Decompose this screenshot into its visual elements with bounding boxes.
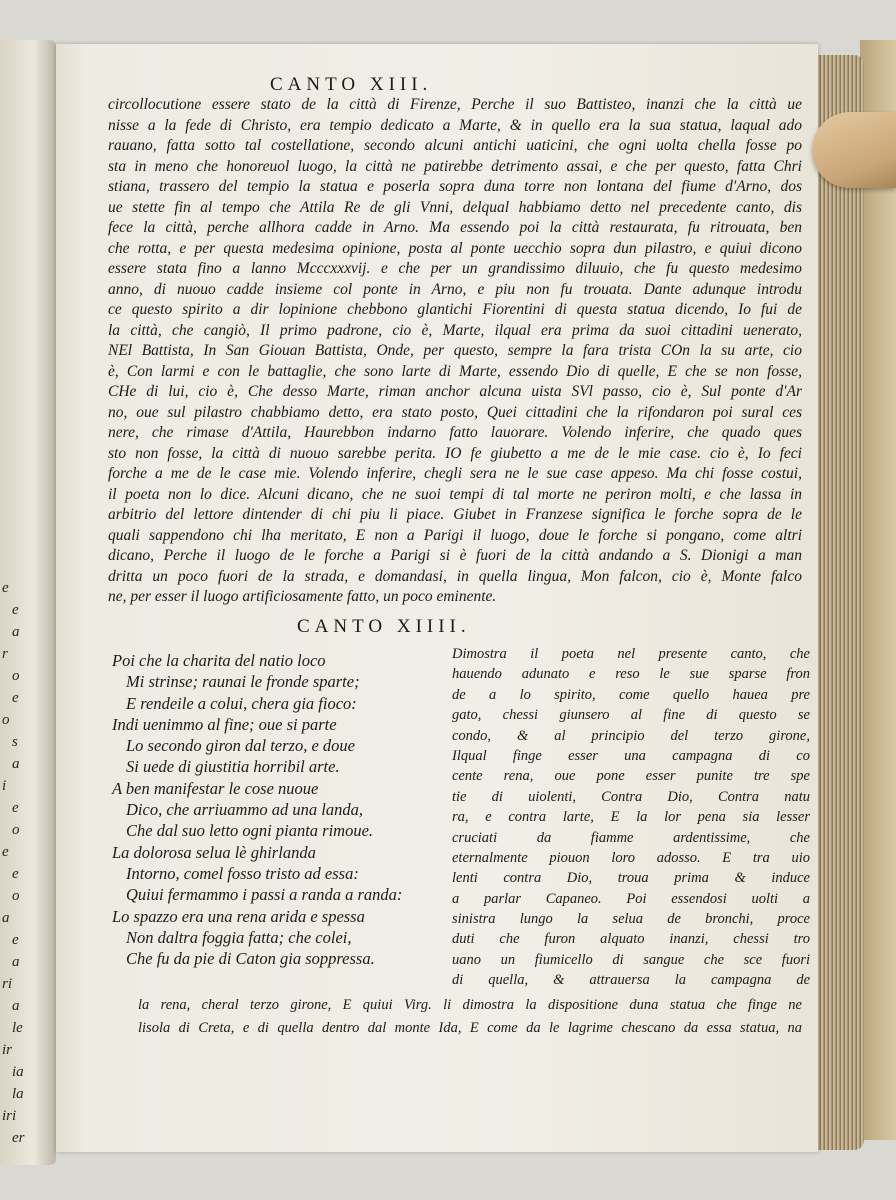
text-line: Mi strinse; raunai le fronde sparte; (126, 672, 360, 692)
left-page-text-fragment: ir (2, 1042, 13, 1058)
text-line: tie di uiolenti, Contra Dio, Contra natu (452, 788, 810, 805)
text-line: Lo spazzo era una rena arida e spessa (112, 906, 365, 926)
left-page-text-fragment: o (12, 668, 20, 684)
left-page-text-fragment: r (2, 646, 8, 662)
text-line: no, oue sul pilastro chabbiamo detto, era stato posto, Quei cittadini che la rifondaron poi sural ces (108, 403, 802, 421)
left-page-text-fragment: a (12, 954, 20, 970)
text-line: sta in meno che honoreuol luogo, la città ne patirebbe detrimento assai, e che per questo, fatta Chri (108, 157, 802, 175)
left-page-text-fragment: a (12, 624, 20, 640)
text-line: Si uede di giustitia horribil arte. (126, 757, 340, 777)
text-line: ue stette fin al tempo che Attila Re de gli Vnni, delqual habbiamo detto nel precedente canto, dis (108, 198, 802, 216)
text-line: forche a me de le case mie. Volendo inferire, chegli sera ne le sue case appeso. Ma chi fosse costui, (108, 465, 802, 482)
text-line: E rendeile a colui, chera gia fioco: (126, 693, 357, 713)
left-page-text-fragment: e (12, 690, 19, 706)
text-line: Quiui fermammo i passi a randa a randa: (126, 885, 403, 905)
text-line: lenti contra Dio, troua prima & induce (452, 870, 810, 887)
text-line: NEl Battista, In San Giouan Battista, Onde, per questo, sempre la fara trista COn la su arte, cio (108, 342, 802, 359)
wooden-book-support (812, 112, 896, 188)
text-line: Dimostra il poeta nel presente canto, che (452, 646, 810, 662)
text-line: Non daltra foggia fatta; che colei, (126, 927, 352, 947)
left-page-text-fragment: e (2, 844, 9, 860)
text-line: A ben manifestar le cose nuoue (112, 778, 319, 798)
text-line: sto non fosse, la città di nuouo sarebbe perita. IO fe giubetto a me de le mie case. cio è, Io feci (108, 444, 802, 462)
text-line: la rena, cheral terzo girone, E quiui Virg. li dimostra la dispositione duna statua che finge ne (138, 997, 802, 1013)
text-line: condo, & al principio del terzo girone, (452, 727, 810, 744)
canto-14-commentary (452, 644, 810, 991)
text-line: eternalmente piouon loro adosso. E tra uio (452, 849, 810, 866)
left-page-text-fragment: iri (2, 1108, 17, 1124)
left-page-text-fragment: a (12, 998, 20, 1014)
text-line: è, Con larmi e con le battaglie, che sono larte di Marte, essendo Dio di quelle, E che se non fosse, (108, 362, 802, 380)
text-line: sinistra lungo la selua de bronchi, proce (452, 911, 810, 928)
text-line: Poi che la charita del natio loco (112, 651, 326, 670)
text-line: CHe di lui, cio è, Che desso Marte, riman anchor alcuna uista SVl passo, cio è, Sul ponte d'Ar (108, 383, 802, 400)
text-line: circollocutione essere stato de la città di Firenze, Perche il suo Battisteo, inanzi che la città ue (108, 96, 802, 113)
text-line: Ilqual finge esser una campagna di co (452, 747, 810, 764)
left-page-text-fragment: a (12, 756, 20, 772)
text-line: Che dal suo letto ogni pianta rimoue. (126, 821, 374, 841)
text-line: Che fu da pie di Caton gia soppressa. (126, 949, 375, 969)
text-line: fece la città, perche allhora cadde in Arno. Ma essendo poi la città restaurata, fu ritrouata, ben (108, 219, 802, 236)
text-line: di quella, & attrauersa la campagna de (452, 972, 810, 989)
canto-13-heading: CANTO XIII. (270, 74, 433, 95)
left-page-text-fragment: o (12, 822, 20, 838)
page-stack-edges (812, 55, 864, 1150)
canto-14-verse (112, 650, 402, 969)
text-line: ne, per esser il luogo artificiosamente fatto, un poco eminente. (108, 588, 497, 605)
left-page-text-fragment: e (12, 800, 19, 816)
text-line: lisola di Creta, e di quella dentro dal monte Ida, E come da le lagrime chescano da essa statua, na (138, 1020, 802, 1036)
text-line: il poeta non lo dice. Alcuni dicano, che ne suoi tempi di tal morte ne periron molti, e che lassa in (108, 485, 802, 503)
text-line: de a lo spirito, come quello hauea pre (452, 686, 810, 703)
text-line: la città, che cangiò, Il primo padrone, cio è, Marte, ilqual era prima da suoi cittadini uenerato, (108, 321, 802, 339)
text-line: duti che furon alquato inanzi, chessi tro (452, 931, 810, 948)
text-line: stiana, trassero del tempio la statua e poserla sopra duna torre non lontana del fiume d'Arno, dos (108, 178, 802, 195)
background (860, 40, 896, 1140)
left-page-text-fragment: er (12, 1130, 25, 1146)
text-line: La dolorosa selua lè ghirlanda (112, 842, 316, 862)
text-line: hauendo adunato e reso le sue sparse fron (452, 666, 810, 683)
left-page-text-fragment: le (12, 1020, 23, 1036)
left-page-text-fragment: ia (12, 1064, 24, 1080)
text-line: Dico, che arriuammo ad una landa, (126, 800, 363, 820)
text-line: Indi uenimmo al fine; oue si parte (112, 714, 337, 734)
left-page-text-fragment: e (12, 602, 19, 618)
canto-14-heading: CANTO XIIII. (297, 616, 471, 637)
left-page-text-fragment: o (2, 712, 10, 728)
text-line: anno, di nuouo cadde insieme col ponte in Arno, e piu non fu trouata. Dante adunque introdu (108, 280, 802, 298)
text-line: dritta un poco fuori de la strada, e domandasi, in quella lingua, Mon falcon, cio è, Monte falco (108, 567, 802, 585)
text-line: che rotta, e per questa medesima opinione, posta al ponte uecchio sopra dun pilastro, e quiui dicono (108, 239, 802, 257)
text-line: dicano, Perche il luogo de le forche a Parigi si è fuori de la città andando a S. Dionigi a man (108, 547, 802, 564)
left-page-text-fragment: ri (2, 976, 13, 992)
text-line: arbitrio del lettore dintender di chi piu li piace. Giubet in Franzese significa le forche sopra de le (108, 506, 802, 523)
left-page-text-fragment: e (12, 866, 19, 882)
left-page-text-fragment: a (2, 910, 10, 926)
left-page-text-fragment: o (12, 888, 20, 904)
left-page-text-fragment: la (12, 1086, 24, 1102)
text-line: quali sappendono chi lha meritato, E non a Parigi il luogo, doue le forche si pongano, come altri (108, 526, 802, 544)
left-page-text-fragment: e (2, 580, 9, 596)
text-line: cruciati da fiamme ardentissime, che (452, 829, 810, 846)
text-line: nere, che rimase d'Attila, Haurebbon indarno fatto lauorare. Volendo inferire, che quado ques (108, 424, 802, 441)
canto-14-commentary-continued (138, 994, 802, 1040)
left-page-text-fragment: i (2, 778, 7, 794)
text-line: uano un fiumicello di sangue che sce fuori (452, 951, 810, 968)
text-line: ce questo spirito a dir lopinione chebbono glantichi Fiorentini di questa statua dicendo, Io fui de (108, 301, 802, 318)
text-line: gato, chessi giunsero al fine di questo se (452, 707, 810, 724)
text-line: Intorno, comel fosso tristo ad essa: (126, 863, 359, 883)
left-page-edge (0, 40, 56, 1165)
text-line: a parlar Capaneo. Poi essendosi uolti a (452, 890, 810, 907)
text-line: nisse a la fede di Christo, era tempio dedicato a Marte, & in quello era la sua statua, laqual ado (108, 116, 802, 134)
text-line: cente rena, oue pone esser punite tre spe (452, 768, 810, 785)
left-page-text-fragment: e (12, 932, 19, 948)
text-line: ra, e contra larte, E la lor pena sia lesser (452, 809, 810, 826)
text-line: Lo secondo giron dal terzo, e doue (126, 736, 355, 756)
left-page-text-fragment: s (12, 734, 18, 750)
text-line: rauano, fatta sotto tal costellatione, secondo alcuni antichi uaticini, che ogni uolta chella fosse po (108, 137, 802, 154)
canto-13-commentary (108, 95, 802, 608)
text-line: essere stata fino a lanno Mcccxxxvij. e che per un grandissimo diluuio, che fu questo medesimo (108, 260, 802, 277)
